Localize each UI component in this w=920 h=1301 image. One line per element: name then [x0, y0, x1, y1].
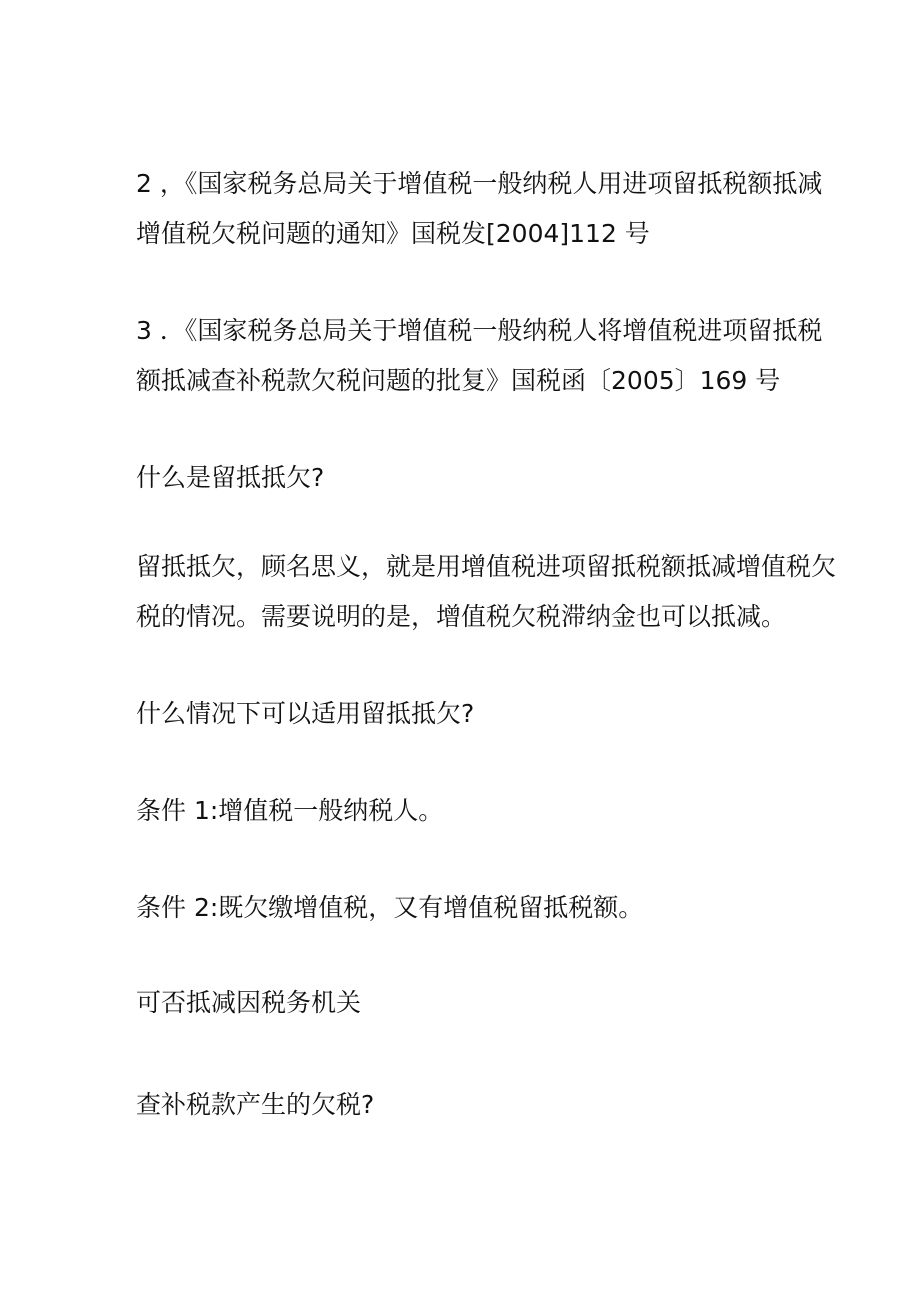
reference-item-2	[136, 159, 823, 259]
answer-1-line-1: 留抵抵欠，顾名思义，就是用增值税进项留抵税额抵减增值税欠	[136, 552, 837, 581]
question-3-line-1: 可否抵减因税务机关	[136, 988, 362, 1017]
reference-2-line-1: 2 ，《国家税务总局关于增值税一般纳税人用进项留抵税额抵减	[136, 169, 823, 198]
condition-2	[136, 883, 796, 933]
answer-1-line-2: 税的情况。需要说明的是，增值税欠税滞纳金也可以抵减。	[136, 602, 787, 631]
condition-1-text: 条件 1:增值税一般纳税人。	[136, 796, 444, 825]
question-2-text: 什么情况下可以适用留抵抵欠?	[136, 699, 475, 728]
question-3-part-2	[136, 1080, 796, 1130]
reference-2-line-2: 增值税欠税问题的通知》国税发[2004]112 号	[136, 219, 650, 248]
reference-3-line-2: 额抵减查补税款欠税问题的批复》国税函〔2005〕169 号	[136, 366, 781, 395]
question-3-part-1	[136, 978, 796, 1028]
question-3-line-2: 查补税款产生的欠税?	[136, 1090, 375, 1119]
answer-1	[136, 542, 837, 642]
question-2	[136, 689, 796, 739]
question-1	[136, 453, 796, 503]
condition-1	[136, 786, 796, 836]
condition-2-text: 条件 2:既欠缴增值税，又有增值税留抵税额。	[136, 893, 644, 922]
question-1-text: 什么是留抵抵欠?	[136, 463, 325, 492]
reference-3-line-1: 3 ．《国家税务总局关于增值税一般纳税人将增值税进项留抵税	[136, 316, 823, 345]
reference-item-3	[136, 306, 823, 406]
